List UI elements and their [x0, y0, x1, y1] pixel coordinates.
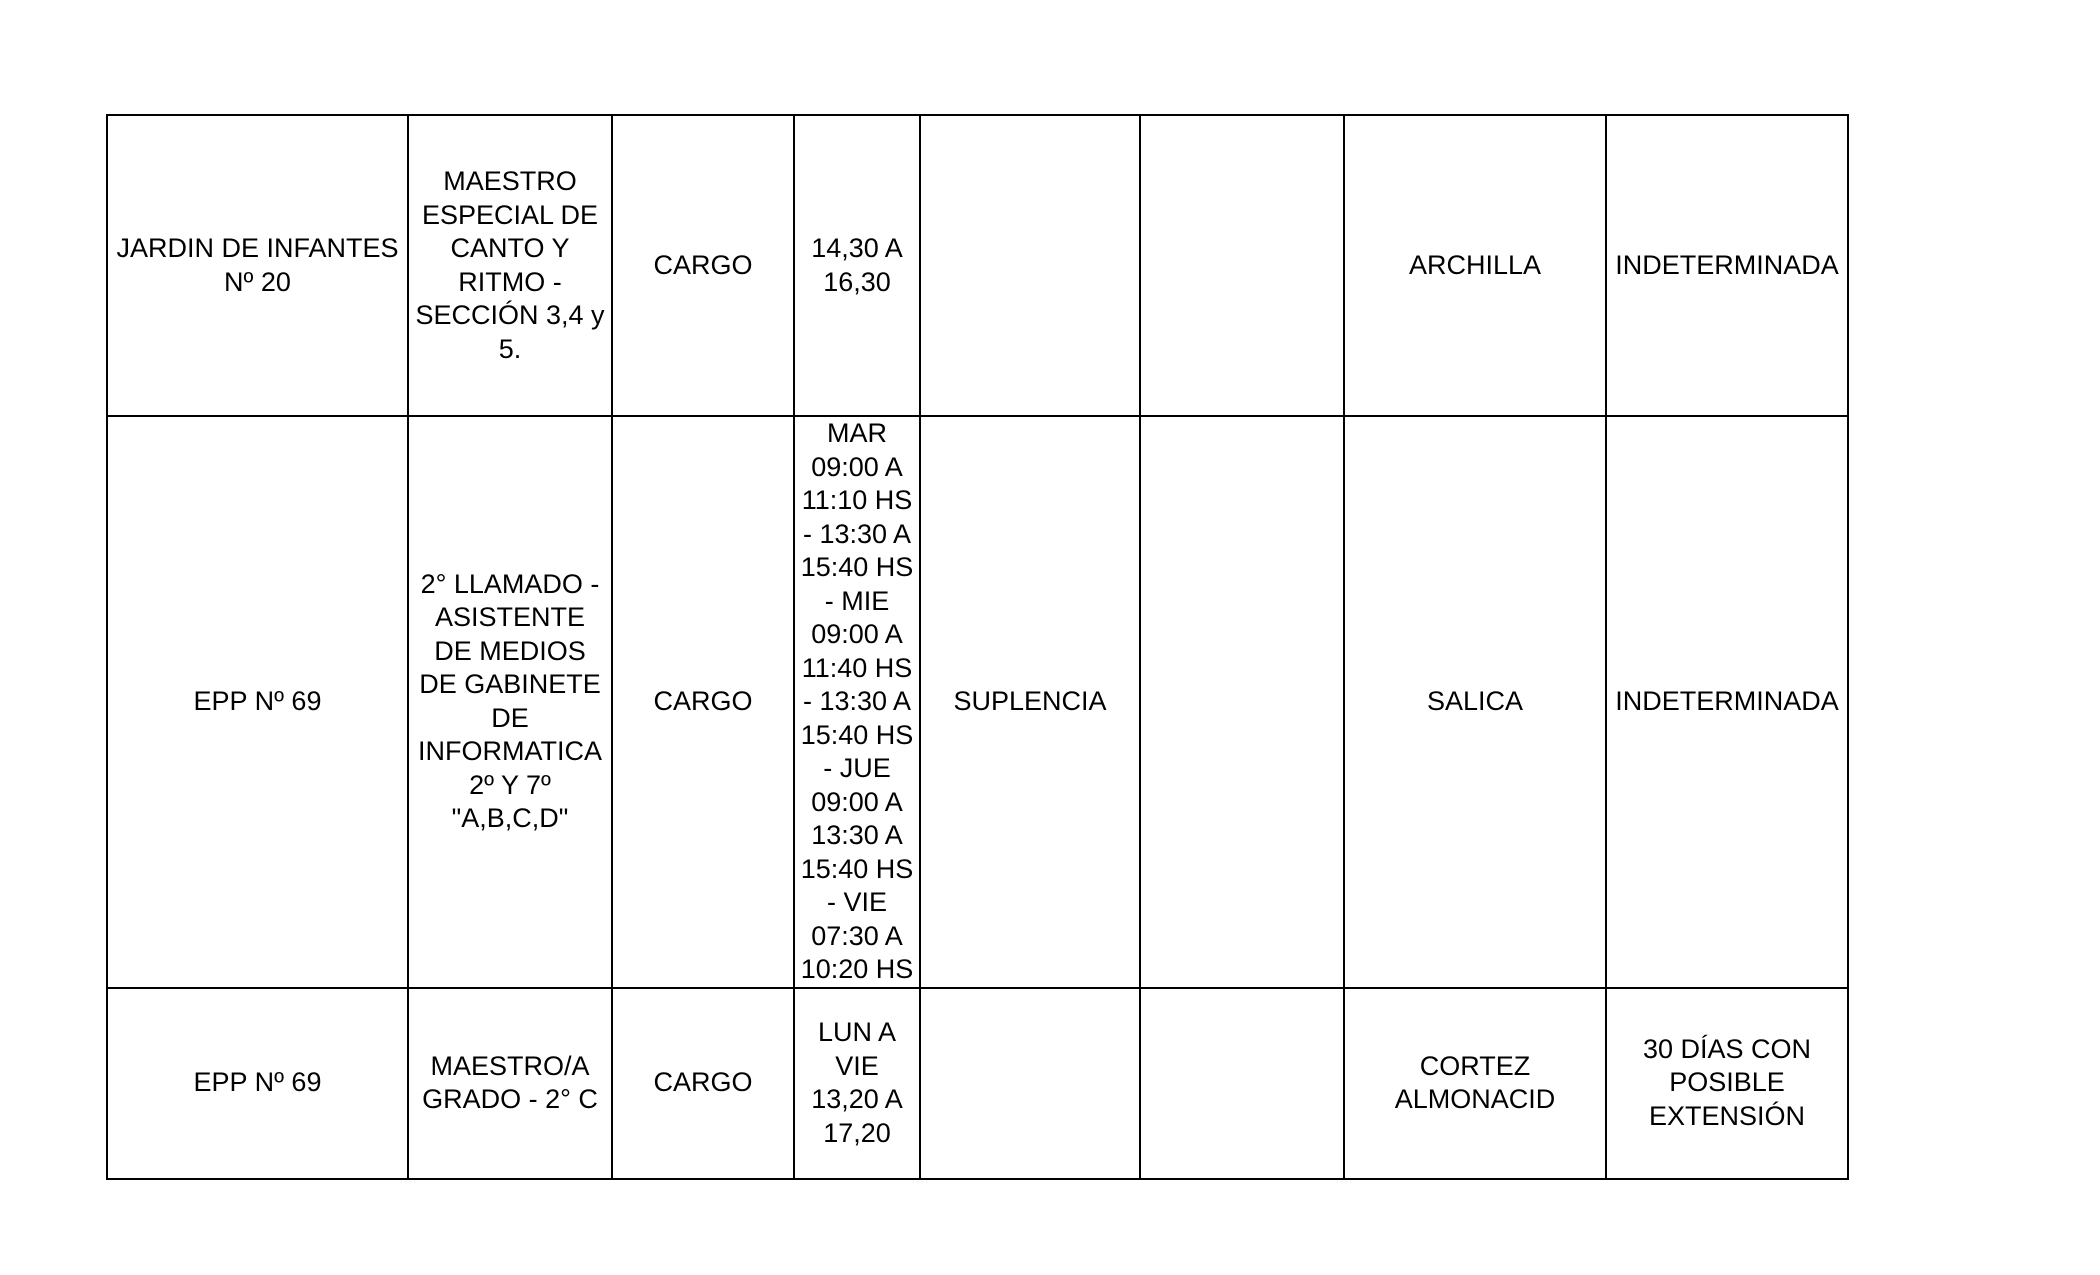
type-cell: CARGO — [612, 115, 794, 416]
schedule-cell: 14,30 A 16,30 — [794, 115, 920, 416]
schedule-cell: MAR 09:00 A 11:10 HS - 13:30 A 15:40 HS - MIE 09:00 A 11:40 HS - 13:30 A 15:40 HS - JUE 09:00 A 13:30 A 15:40 HS - VIE 07:30 A 10:20 HS — [794, 416, 920, 988]
position-cell: 2° LLAMADO - ASISTENTE DE MEDIOS DE GABINETE DE INFORMATICA 2º Y 7º "A,B,C,D" — [408, 416, 612, 988]
positions-table — [106, 114, 1849, 1180]
name-cell: ARCHILLA — [1344, 115, 1606, 416]
schedule-cell: LUN A VIE 13,20 A 17,20 — [794, 988, 920, 1179]
status-cell — [920, 115, 1140, 416]
name-cell: SALICA — [1344, 416, 1606, 988]
extra-cell — [1140, 988, 1344, 1179]
duration-cell: INDETERMINADA — [1606, 115, 1848, 416]
type-cell: CARGO — [612, 416, 794, 988]
table-row — [107, 416, 1848, 988]
extra-cell — [1140, 115, 1344, 416]
table-row — [107, 988, 1848, 1179]
name-cell: CORTEZ ALMONACID — [1344, 988, 1606, 1179]
position-cell: MAESTRO/A GRADO - 2° C — [408, 988, 612, 1179]
table-row — [107, 115, 1848, 416]
status-cell: SUPLENCIA — [920, 416, 1140, 988]
duration-cell: 30 DÍAS CON POSIBLE EXTENSIÓN — [1606, 988, 1848, 1179]
school-cell: EPP Nº 69 — [107, 416, 408, 988]
extra-cell — [1140, 416, 1344, 988]
status-cell — [920, 988, 1140, 1179]
position-cell: MAESTRO ESPECIAL DE CANTO Y RITMO - SECCIÓN 3,4 y 5. — [408, 115, 612, 416]
school-cell: EPP Nº 69 — [107, 988, 408, 1179]
duration-cell: INDETERMINADA — [1606, 416, 1848, 988]
school-cell: JARDIN DE INFANTES Nº 20 — [107, 115, 408, 416]
type-cell: CARGO — [612, 988, 794, 1179]
